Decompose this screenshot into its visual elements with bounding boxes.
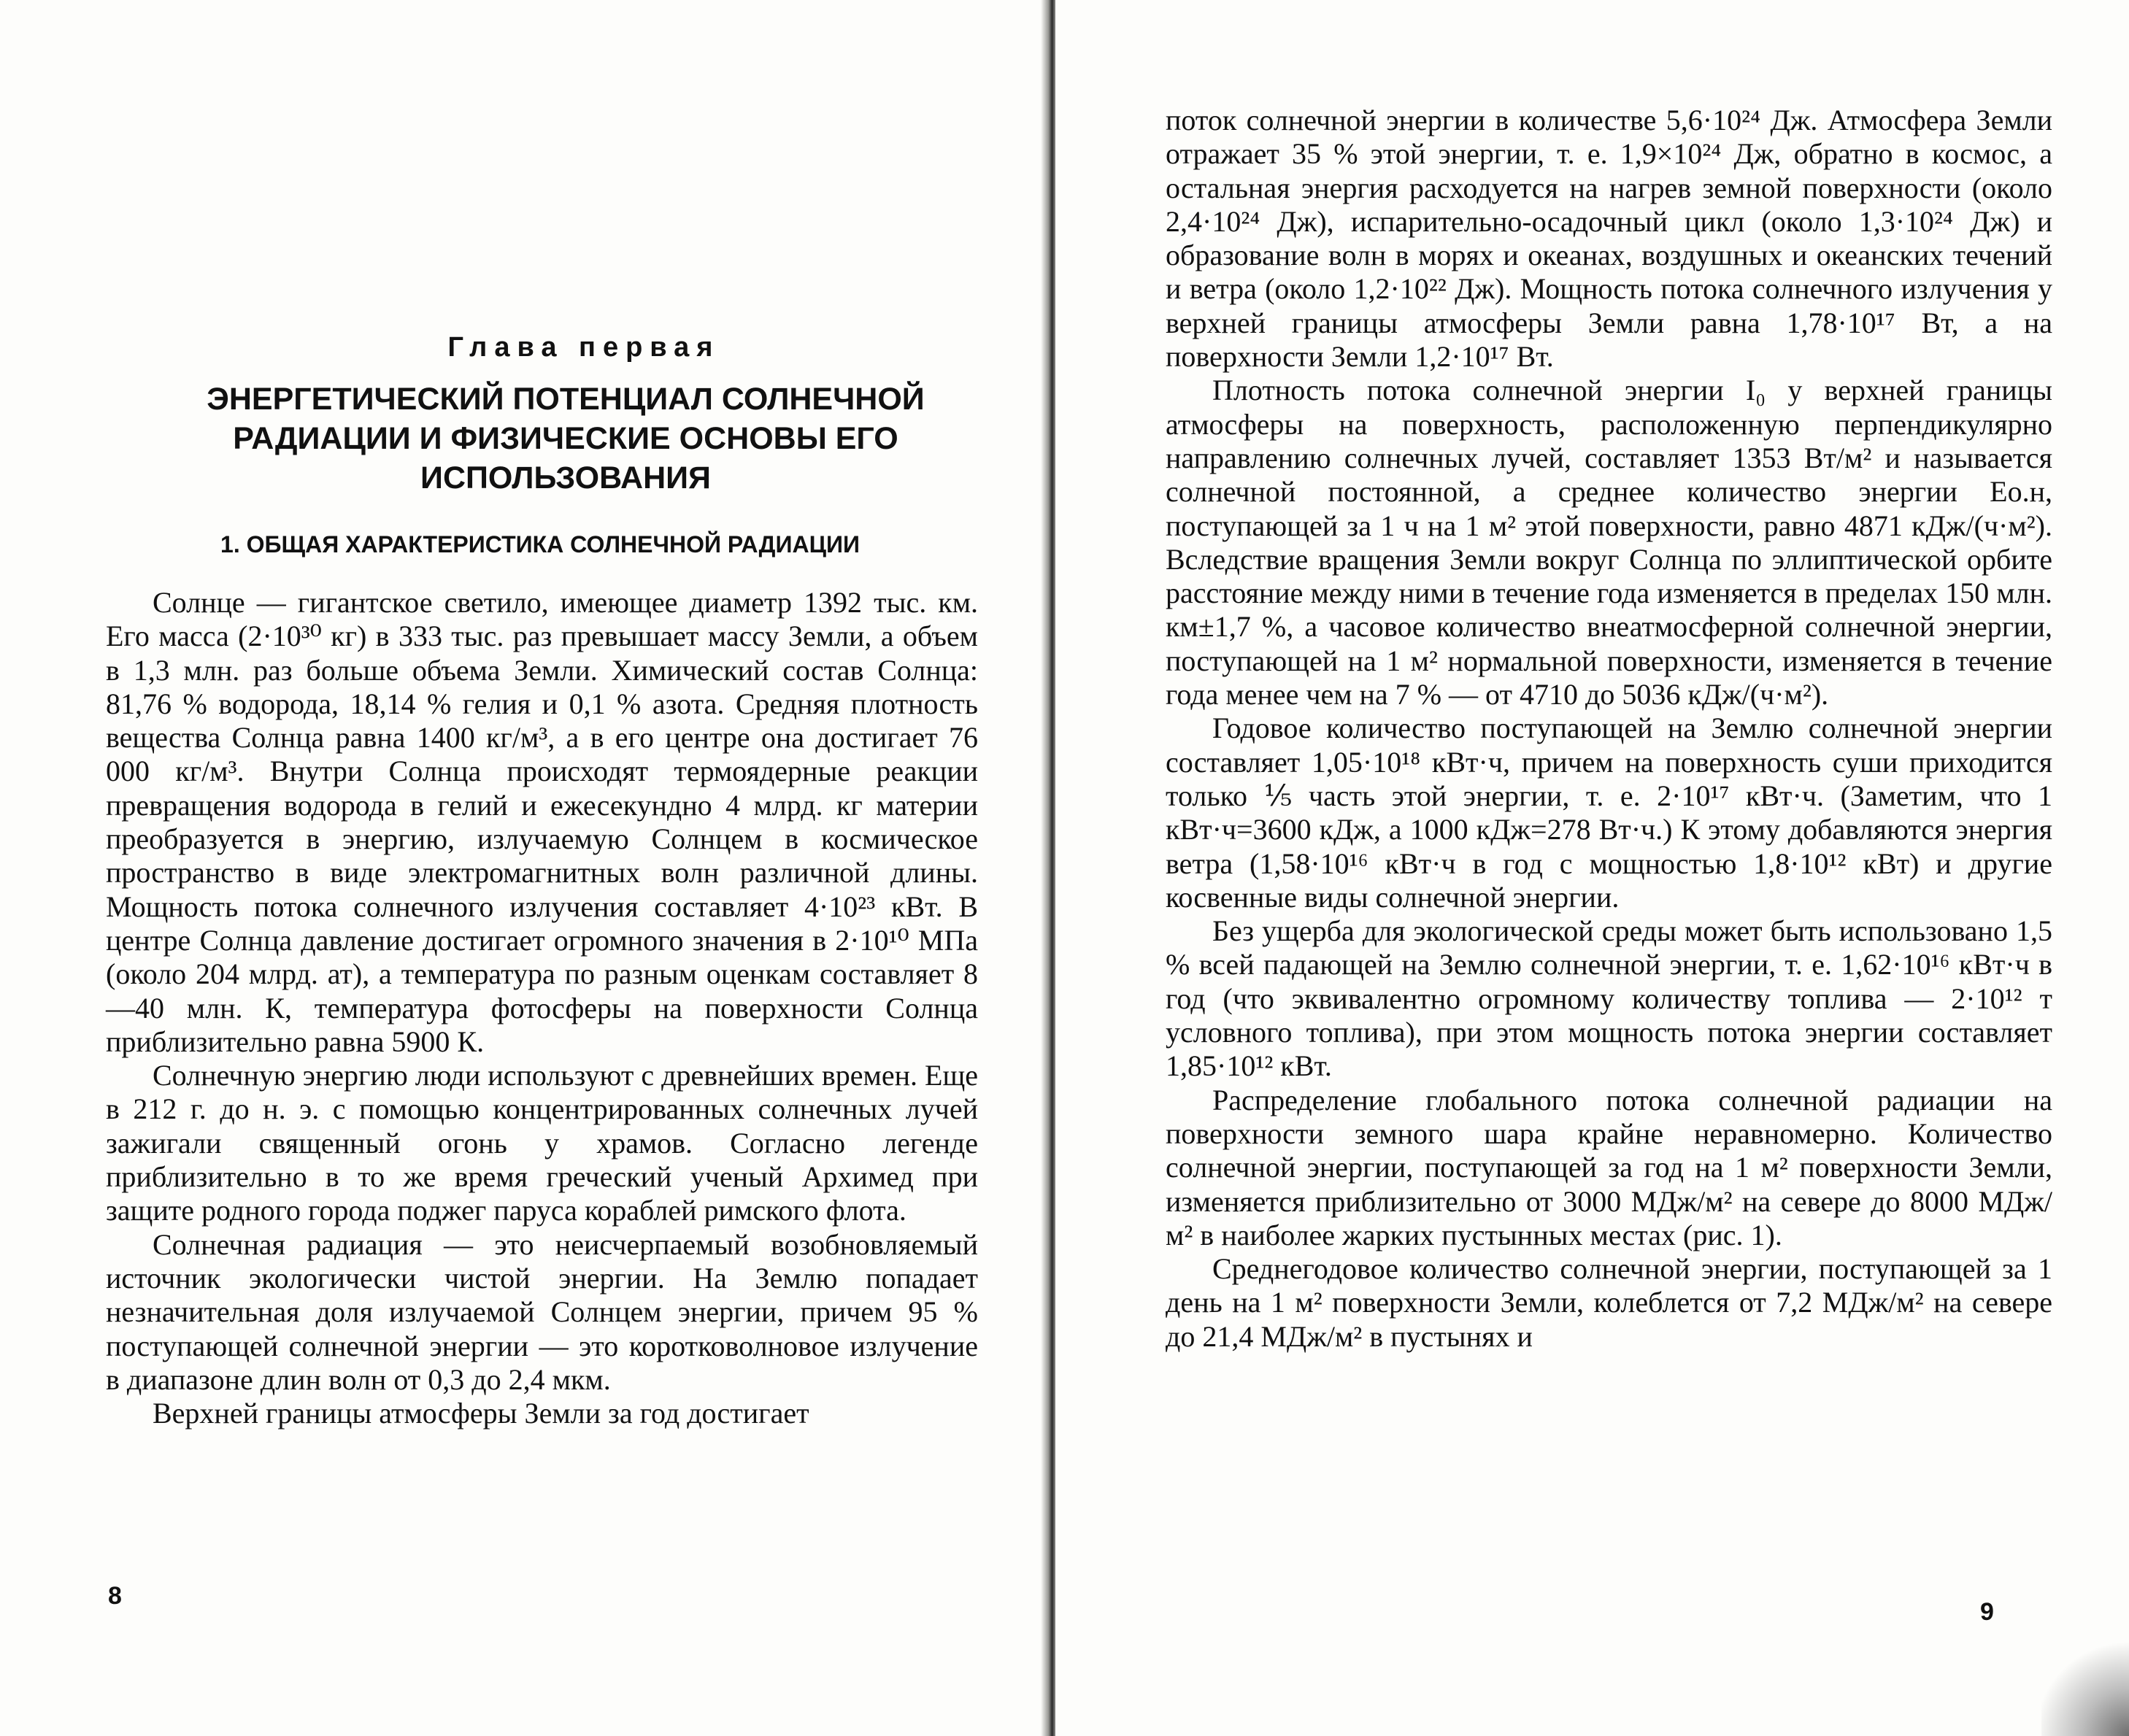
page-number: 9 xyxy=(1980,1598,1994,1626)
chapter-title: ЭНЕРГЕТИЧЕСКИЙ ПОТЕНЦИАЛ СОЛНЕЧНОЙ РАДИАЦИИ И ФИЗИЧЕСКИЕ ОСНОВЫ ЕГО ИСПОЛЬЗОВАНИЯ xyxy=(207,382,925,495)
scan-shadow xyxy=(2041,1634,2129,1736)
left-page xyxy=(0,0,1051,1736)
left-page-body xyxy=(106,586,978,1430)
right-page-body xyxy=(1166,104,2052,1354)
page-number: 8 xyxy=(108,1582,122,1610)
paragraph: Распределение глобального потока солнечной радиации на поверхности земного шара крайне неравномерно. Количество солнечной энергии, поступающей за год на 1 м² поверхности Земли, изменяется приблизительно от 3000 МДж/м² на севере до 8000 МДж/м² в наиболее жарких пустынных местах (рис. 1). xyxy=(1166,1083,2052,1251)
right-page xyxy=(1055,0,2129,1736)
paragraph: Без ущерба для экологической среды может быть использовано 1,5 % всей падающей на Землю солнечной энергии, т. е. 1,62·10¹⁶ кВт·ч в год (что эквивалентно огромному количеству топлива — 2·10¹² т условного топлива), при этом мощность потока энергии составляет 1,85·10¹² кВт. xyxy=(1166,914,2052,1083)
paragraph: Среднегодовое количество солнечной энергии, поступающей за 1 день на 1 м² поверхности Земли, колеблется от 7,2 МДж/м² на севере до 21,4 МДж/м² в пустынях и xyxy=(1166,1252,2052,1353)
paragraph: Плотность потока солнечной энергии I₀ у верхней границы атмосферы на поверхность, расположенную перпендикулярно направлению солнечных лучей, составляет 1353 Вт/м² и называется солнечной постоянной, а среднее количество энергии Eо.н, поступающей за 1 ч на 1 м² этой поверхности, равно 4871 кДж/(ч·м²). Вследствие вращения Земли вокруг Солнца по эллиптической орбите расстояние между ними в течение года изменяется в пределах 150 млн. км±1,7 %, а часовое количество внеатмосферной солнечной энергии, поступающей на 1 м² нормальной поверхности, изменяется в течение года менее чем на 7 % — от 4710 до 5036 кДж/(ч·м²). xyxy=(1166,374,2052,711)
paragraph: поток солнечной энергии в количестве 5,6·10²⁴ Дж. Атмосфера Земли отражает 35 % этой энергии, т. е. 1,9×10²⁴ Дж, обратно в космос, а остальная энергия расходуется на нагрев земной поверхности (около 2,4·10²⁴ Дж), испарительно-осадочный цикл (около 1,3·10²⁴ Дж) и образование волн в морях и океанах, воздушных и океанских течений и ветра (около 1,2·10²² Дж). Мощность потока солнечного излучения у верхней границы атмосферы Земли равна 1,78·10¹⁷ Вт, а на поверхности Земли 1,2·10¹⁷ Вт. xyxy=(1166,104,2052,374)
paragraph: Верхней границы атмосферы Земли за год достигает xyxy=(153,1397,809,1430)
paragraph: Солнечную энергию люди используют с древнейших времен. Еще в 212 г. до н. э. с помощью концентрированных солнечных лучей зажигали священный огонь у храмов. Согласно легенде приблизительно в то же время греческий ученый Архимед при защите родного города поджег паруса кораблей римского флота. xyxy=(106,1059,978,1227)
chapter-label: Глава первая xyxy=(447,332,720,363)
paragraph: Годовое количество поступающей на Землю солнечной энергии составляет 1,05·10¹⁸ кВт·ч, причем на поверхность суши приходится только ⅕ часть этой энергии, т. е. 2·10¹⁷ кВт·ч. (Заметим, что 1 кВт·ч=3600 кДж, а 1000 кДж=278 Вт·ч.) К этому добавляются энергия ветра (1,58·10¹⁶ кВт·ч в год с мощностью 1,8·10¹² кВт) и другие косвенные виды солнечной энергии. xyxy=(1166,711,2052,914)
paragraph: Солнце — гигантское светило, имеющее диаметр 1392 тыс. км. Его масса (2·10³⁰ кг) в 333 тыс. раз превышает массу Земли, а объем в 1,3 млн. раз больше объема Земли. Химический состав Солнца: 81,76 % водорода, 18,14 % гелия и 0,1 % азота. Средняя плотность вещества Солнца равна 1400 кг/м³, а в его центре она достигает 76 000 кг/м³. Внутри Солнца происходят термоядерные реакции превращения водорода в гелий и ежесекундно 4 млрд. кг материи преобразуется в энергию, излучаемую Солнцем в космическое пространство в виде электромагнитных волн различной длины. Мощность потока солнечного излучения составляет 4·10²³ кВт. В центре Солнца давление достигает огромного значения в 2·10¹⁰ МПа (около 204 млрд. ат), а температура по разным оценкам составляет 8—40 млн. К, температура фотосферы на поверхности Солнца приблизительно равна 5900 К. xyxy=(106,586,978,1058)
section-title: 1. ОБЩАЯ ХАРАКТЕРИСТИКА СОЛНЕЧНОЙ РАДИАЦИИ xyxy=(220,531,860,558)
paragraph: Солнечная радиация — это неисчерпаемый возобновляемый источник экологически чистой энергии. На Землю попадает незначительная доля излучаемой Солнцем энергии, причем 95 % поступающей солнечной энергии — это коротковолновое излучение в диапазоне длин волн от 0,3 до 2,4 мкм. xyxy=(106,1227,978,1396)
